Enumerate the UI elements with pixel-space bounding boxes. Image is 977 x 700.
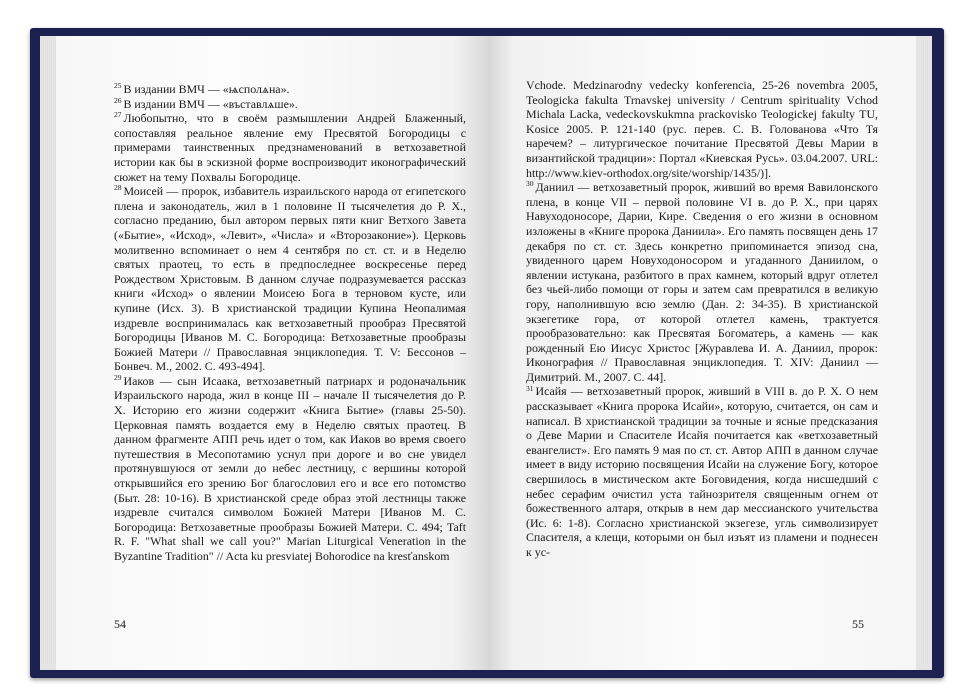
footnote-26 bbox=[114, 97, 466, 112]
page-number-left: 54 bbox=[114, 617, 126, 631]
footnote-31 bbox=[526, 384, 878, 559]
right-page bbox=[488, 36, 916, 670]
footnote-number: 30 bbox=[526, 179, 534, 189]
footnote-text: Даниил — ветхозаветный пророк, живший во время Вавилонского плена, в конце VII – первой половине VI в. до Р. Х., при царях Навуходоносоре, Дарии, Кире. Сведения о его жизни в основном изложены в «Книге пророка Даниила». Его память посвящен день 17 декабря по ст. ст. Здесь конкретно припоминается эпизод сна, увиденного царем Новуходоносором и угаданного Даниилом, о явлении истукана, разбитого в прах камнем, который вдруг отлетел без чьей-либо помощи от горы и затем сам превратился в великую гору, наполнившую всю землю (Дан. 2: 34-35). В христианской экзегетике гора, от которой отлетел камень, трактуется прообразовательно: как Пресвятая Богоматерь, а камень — как рожденный Ею Иисус Христос [Журавлева И. А. Даниил, пророк: Иконография // Православная энциклопедия. Т. XIV: Даниил — Димитрий. М., 2007. С. 44]. bbox=[526, 180, 878, 384]
left-page bbox=[56, 36, 488, 670]
footnote-text: Исайя — ветхозаветный пророк, живший в VIII в. до Р. Х. О нем рассказывает «Книга пророка Исайи», которую, считается, он сам и написал. В христианской традиции за точные и ясные предсказания о Деве Марии и Спасителе Исайя почитается как «ветхозаветный евангелист». Его память 9 мая по ст. ст. Автор АПП в данном случае имеет в виду историю посвящения Исайи на служение Богу, которое свершилось в мистическом акте Боговидения, когда нисшедший с небес серафим очистил уста тайнозрителя священным огнем от божественного алтаря, открыв в нем дар мессианского учительства (Ис. 6: 1-8). Согласно христианской экзегезе, угль символизирует Спасителя, а клещи, которыми он был изъят из пламени и поднесен к ус- bbox=[526, 384, 878, 559]
footnote-text: Любопытно, что в своём размышлении Андрей Блаженный, сопоставляя реальное явление ему Пресвятой Богородицы с примерами таинственных предзнаменований в ветхозаветной истории как бы в эскизной форме воспроизводит иконографический сюжет на тему Похвалы Богородице. bbox=[114, 111, 466, 184]
footnote-number: 28 bbox=[114, 183, 122, 193]
footnote-number: 31 bbox=[526, 383, 534, 393]
footnote-30 bbox=[526, 180, 878, 384]
footnote-text: Vchode. Medzinarodny vedecky konferencia, 25-26 novembra 2005, Teologicka fakulta Trnavskej university / Centrum spirituality Vchod Michala Lacka, vedeckovskukmna prackovisko Teologickej fakulty TU, Kosice 2005. P. 121-140 (рус. перев. С. В. Голованова «Что Тя наречем? – литургическое почитание Пресвятой Девы Марии в византийской традиции»: Портал «Киевская Русь». 03.04.2007. URL: http://www.kiev-orthodox.org/site/worship/1435/)]. bbox=[526, 78, 878, 180]
footnote-number: 29 bbox=[114, 372, 122, 382]
footnote-number: 26 bbox=[114, 95, 122, 105]
right-page-text bbox=[526, 78, 878, 560]
footnote-number: 25 bbox=[114, 81, 122, 91]
left-page-text bbox=[114, 82, 466, 564]
footnote-continuation bbox=[526, 78, 878, 180]
footnote-text: Иаков — сын Исаака, ветхозаветный патриарх и родоначальник Израильского народа, жил в конце III – начале II тысячелетия до Р. Х. Историю его жизни содержит «Книга Бытие» (главы 25-50). Церковная память воздается ему в Неделю святых праотец. В данном фрагменте АПП речь идет о том, как Иаков во время своего путешествия в Месопотамию уснул при дороге и во сне увидел протянувшуюся от земли до небес лестницу, с вершины которой открывшийся его зрению Бог благословил его и все его потомство (Быт. 28: 10-16). В христианской среде образ этой лестницы также издревле считался символом Божией Матери [Иванов М. С. Богородица: Ветхозаветные прообразы Божией Матери. С. 494; Taft R. F. "What shall we call you?" Marian Liturgical Veneration in the Byzantine Tradition" // Acta ku presviatej Bohorodice na kresťanskom bbox=[114, 373, 466, 563]
footnote-25 bbox=[114, 82, 466, 97]
footnote-text: Моисей — пророк, избавитель израильского народа от египетского плена и законодатель, жил в 1 половине II тысячелетия до Р. Х., согласно преданию, был автором первых пяти книг Ветхого Завета («Бытие», «Исход», «Левит», «Числа» и «Второзаконие»). Церковь молитвенно вспоминает о нем 4 сентября по ст. ст. и в Неделю святых праотец, то есть в предпоследнее воскресенье перед Рождеством Христовым. В данном случае подразумевается рассказ книги «Исход» о явлении Моисею Бога в терновом кусте, или купине (Исх. 3). В христианской традиции Купина Неопалимая издревле воспринималась как ветхозаветный прообраз Пресвятой Богородицы [Иванов М. С. Богородица: Ветхозаветные прообразы Божией Матери // Православная энциклопедия. Т. V: Бессонов – Бонвеч. М., 2002. С. 493-494]. bbox=[114, 184, 466, 374]
footnote-text: В издании ВМЧ — «въставлѧше». bbox=[123, 96, 298, 111]
footnote-29 bbox=[114, 374, 466, 564]
footnote-28 bbox=[114, 184, 466, 374]
page-number-right: 55 bbox=[852, 617, 864, 631]
footnote-number: 27 bbox=[114, 110, 122, 120]
footnote-text: В издании ВМЧ — «ѩсполѧна». bbox=[123, 82, 290, 96]
footnote-27 bbox=[114, 111, 466, 184]
